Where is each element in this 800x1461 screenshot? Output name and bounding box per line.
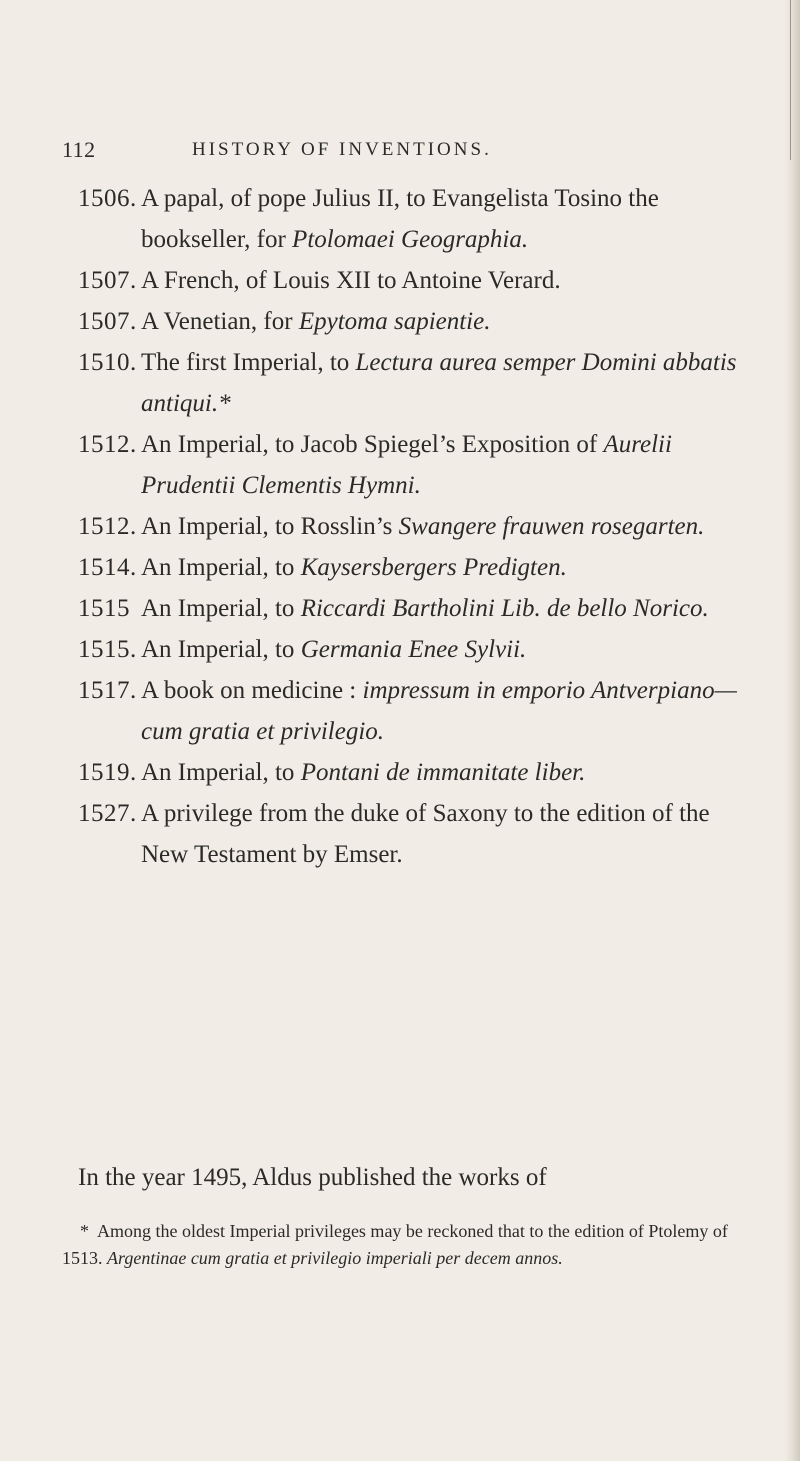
- entry-year: 1510.: [78, 349, 137, 376]
- entry-title-italic: Riccardi Bartholini Lib. de bello Norico.: [300, 595, 709, 622]
- entry-year: 1515: [78, 595, 130, 622]
- entry-text: [141, 793, 738, 875]
- entry-year: 1506.: [78, 185, 137, 212]
- entry-title-italic: impressum in emporio Antverpiano—cum gratia et privilegio.: [141, 677, 737, 745]
- entry-row: [78, 629, 738, 670]
- entry-row: [78, 752, 738, 793]
- entry-title-italic: Lectura aurea semper Domini abbatis antiqui.*: [141, 349, 737, 417]
- entry-row: [78, 301, 738, 342]
- entry-text-part: A privilege from the duke of Saxony to the edition of the New Testament by Emser.: [141, 800, 710, 868]
- entry-text-part: An Imperial, to Rosslin’s: [141, 513, 399, 540]
- entry-text-part: The first Imperial, to: [141, 349, 356, 376]
- entry-year: 1515.: [78, 636, 137, 663]
- entry-title-italic: Pontani de immanitate liber.: [300, 759, 586, 786]
- entry-title-italic: Epytoma sapientie.: [298, 308, 491, 335]
- entry-year: 1512.: [78, 431, 137, 458]
- entry-row: [78, 506, 738, 547]
- entry-text-part: A book on medicine :: [141, 677, 363, 704]
- entry-row: [78, 670, 738, 752]
- entry-row: [78, 178, 738, 260]
- entry-year: 1527.: [78, 800, 137, 827]
- entry-text: [141, 178, 738, 260]
- footnote-text: Among the oldest Imperial privileges may be reckoned that to the edition of Ptolemy of 1513.: [62, 1221, 728, 1268]
- entry-text: [141, 260, 738, 301]
- entry-text: [141, 752, 738, 793]
- running-head: HISTORY OF INVENTIONS.: [192, 139, 492, 160]
- entry-text-part: An Imperial, to: [141, 554, 301, 581]
- page-number: 112: [62, 137, 96, 162]
- entry-year: 1517.: [78, 677, 137, 704]
- entry-text: [141, 588, 738, 629]
- closing-line: In the year 1495, Aldus published the works of: [78, 1164, 547, 1191]
- entry-row: [78, 793, 738, 875]
- footnote-italic: Argentinae cum gratia et privilegio imperiali per decem annos.: [107, 1248, 563, 1268]
- entry-text-part: An Imperial, to: [141, 636, 301, 663]
- entry-text-part: An Imperial, to: [141, 595, 301, 622]
- entry-year: 1507.: [78, 267, 137, 294]
- privilege-list: [78, 178, 738, 875]
- entry-title-italic: Swangere frauwen rosegarten.: [398, 513, 705, 540]
- entry-title-italic: Aurelii Prudentii Clementis Hymni.: [141, 431, 672, 499]
- entry-year: 1507.: [78, 308, 137, 335]
- page-edge-shadow: [784, 0, 800, 1461]
- entry-text-part: A papal, of pope Julius II, to Evangelista Tosino the bookseller, for: [141, 185, 659, 253]
- entry-text-part: A French, of Louis XII to Antoine Verard.: [141, 267, 561, 294]
- entry-row: [78, 342, 738, 424]
- entry-row: [78, 424, 738, 506]
- entry-title-italic: Germania Enee Sylvii.: [300, 636, 527, 663]
- entry-row: [78, 260, 738, 301]
- footnote: [62, 1218, 742, 1272]
- entry-year: 1519.: [78, 759, 137, 786]
- entry-text-part: An Imperial, to Jacob Spiegel’s Exposition of: [141, 431, 604, 458]
- entry-text: [141, 342, 738, 424]
- entry-row: [78, 547, 738, 588]
- entry-text: [141, 547, 738, 588]
- entry-text-part: A Venetian, for: [141, 308, 299, 335]
- entry-row: [78, 588, 738, 629]
- entry-text: [141, 629, 738, 670]
- entry-title-italic: Ptolomaei Geographia.: [292, 226, 529, 253]
- entry-title-italic: Kaysersbergers Predigten.: [300, 554, 567, 581]
- entry-year: 1512.: [78, 513, 137, 540]
- entry-text: [141, 424, 738, 506]
- entry-text-part: An Imperial, to: [141, 759, 301, 786]
- entry-text: [141, 301, 738, 342]
- footnote-marker: *: [80, 1221, 89, 1241]
- entry-text: [141, 506, 738, 547]
- page-header: [62, 134, 732, 166]
- entry-year: 1514.: [78, 554, 137, 581]
- entry-text: [141, 670, 738, 752]
